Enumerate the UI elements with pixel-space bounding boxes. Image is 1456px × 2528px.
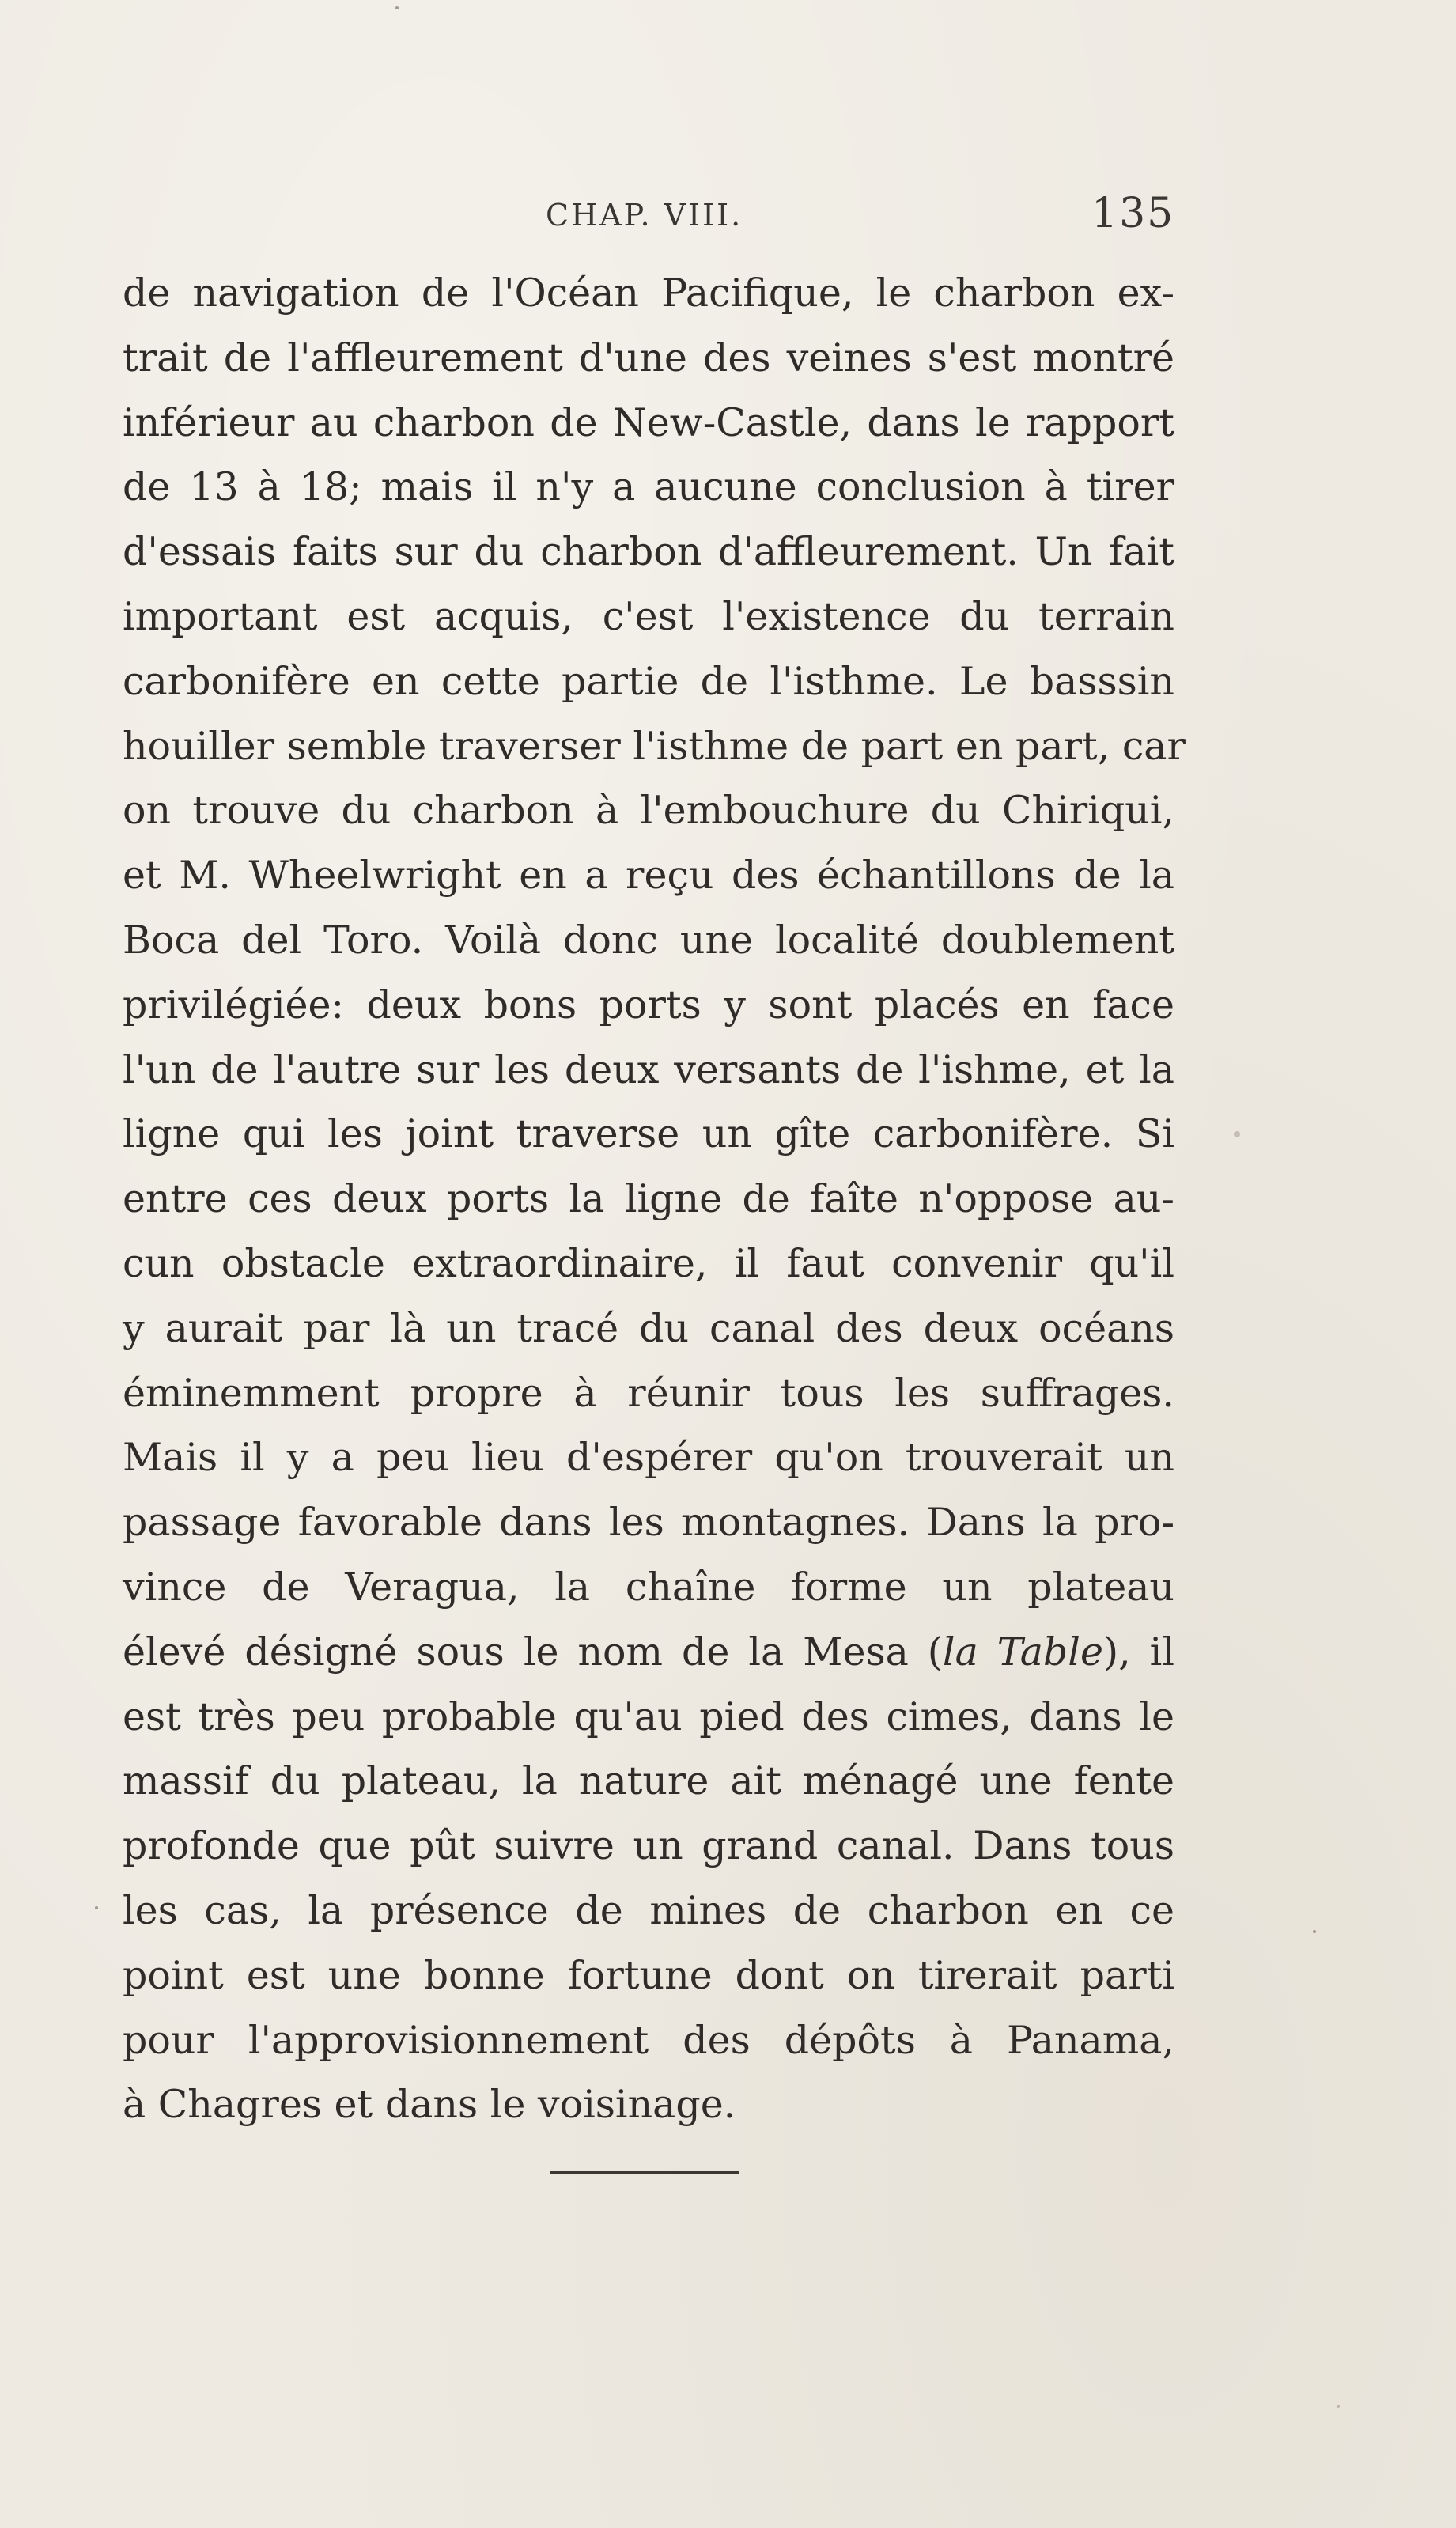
text-line: inférieur au charbon de New-Castle, dans le rapport xyxy=(123,399,1174,445)
text-line: houiller semble traverser l'isthme de part en part, car xyxy=(123,723,1186,769)
paper-speck xyxy=(1313,1930,1316,1933)
text-line: les cas, la présence de mines de charbon en ce xyxy=(123,1887,1174,1933)
text-line: ligne qui les joint traverse un gîte carbonifère. Si xyxy=(123,1111,1174,1157)
text-line: cun obstacle extraordinaire, il faut convenir qu'il xyxy=(123,1240,1174,1286)
page-number: 135 xyxy=(1091,190,1175,237)
text-fragment: ), il xyxy=(1102,1629,1174,1675)
text-line: de 13 à 18; mais il n'y a aucune conclusion à tirer xyxy=(123,464,1174,510)
italic-phrase: la Table xyxy=(942,1629,1103,1675)
text-line: profonde que pût suivre un grand canal. Dans tous xyxy=(123,1823,1174,1869)
paper-speck xyxy=(1234,1131,1240,1137)
text-line: entre ces deux ports la ligne de faîte n'oppose au- xyxy=(123,1176,1174,1222)
text-line: pour l'approvisionnement des dépôts à Panama, xyxy=(123,2017,1174,2063)
text-fragment: élevé désigné sous le nom de la Mesa ( xyxy=(123,1629,943,1675)
paper-speck xyxy=(95,1906,98,1909)
closing-rule xyxy=(550,2171,739,2174)
text-line: carbonifère en cette partie de l'isthme. Le basssin xyxy=(123,658,1174,704)
text-line-with-italic xyxy=(123,1620,1174,1685)
body-text xyxy=(123,261,1186,2137)
text-line: on trouve du charbon à l'embouchure du Chiriqui, xyxy=(123,788,1174,834)
text-line: et M. Wheelwright en a reçu des échantillons de la xyxy=(123,853,1174,899)
text-line: point est une bonne fortune dont on tirerait parti xyxy=(123,1952,1174,1998)
running-head: CHAP. VIII. xyxy=(546,198,743,233)
text-line: y aurait par là un tracé du canal des deux océans xyxy=(123,1305,1174,1351)
text-line: passage favorable dans les montagnes. Dans la pro- xyxy=(123,1500,1174,1546)
text-line: important est acquis, c'est l'existence du terrain xyxy=(123,593,1174,639)
text-line: Mais il y a peu lieu d'espérer qu'on trouverait un xyxy=(123,1435,1174,1481)
text-line: de navigation de l'Océan Pacifique, le charbon ex- xyxy=(123,271,1174,316)
text-line: Boca del Toro. Voilà donc une localité doublement xyxy=(123,917,1174,963)
text-line: massif du plateau, la nature ait ménagé une fente xyxy=(123,1758,1174,1804)
text-line: trait de l'affleurement d'une des veines s'est montré xyxy=(123,335,1174,380)
text-line: privilégiée: deux bons ports y sont placés en face xyxy=(123,982,1174,1027)
text-line: vince de Veragua, la chaîne forme un plateau xyxy=(123,1564,1174,1610)
paper-speck xyxy=(1337,2405,1340,2408)
page-header xyxy=(0,190,1456,245)
paper-speck xyxy=(395,6,399,9)
text-line: est très peu probable qu'au pied des cimes, dans le xyxy=(123,1694,1174,1739)
text-line: l'un de l'autre sur les deux versants de l'ishme, et la xyxy=(123,1046,1174,1092)
text-line: à Chagres et dans le voisinage. xyxy=(123,2082,736,2128)
text-line: éminemment propre à réunir tous les suffrages. xyxy=(123,1370,1174,1416)
text-line: d'essais faits sur du charbon d'affleurement. Un fait xyxy=(123,529,1174,575)
